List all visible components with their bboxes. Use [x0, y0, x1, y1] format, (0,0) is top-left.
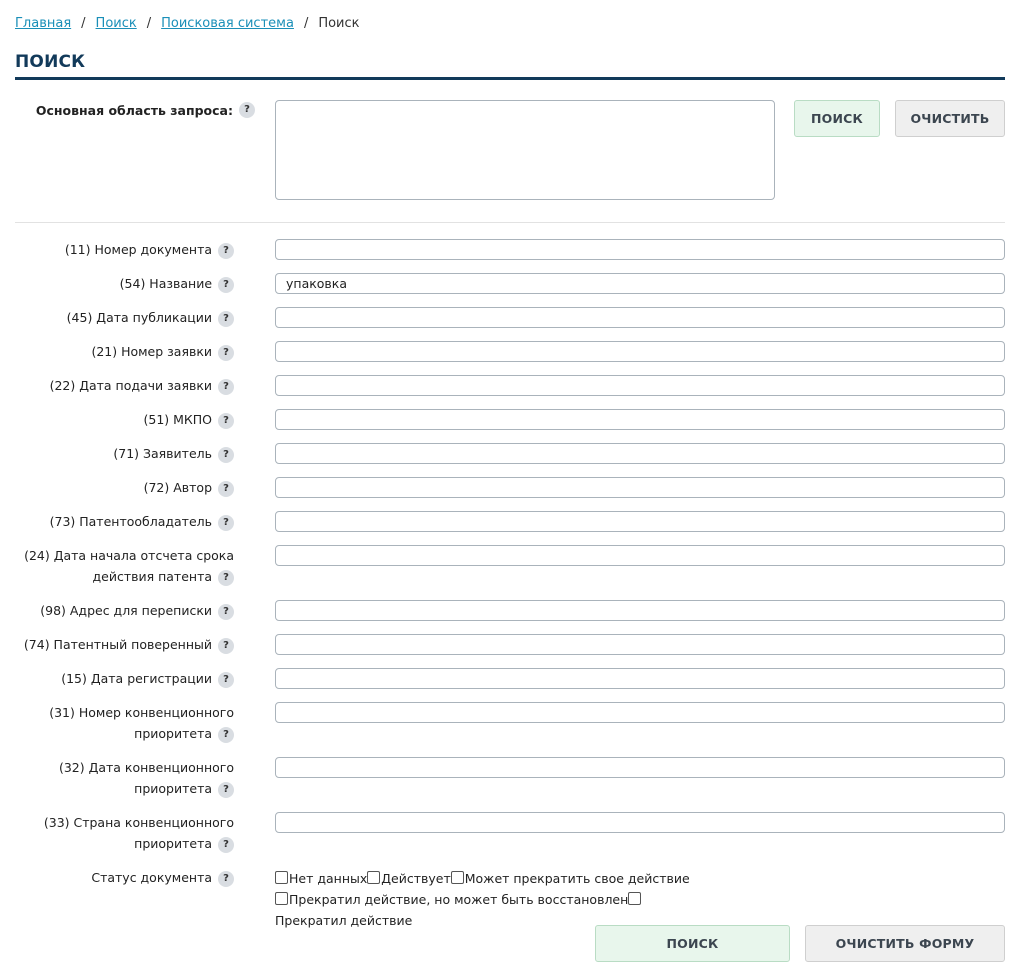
help-icon[interactable]: ? [218, 481, 234, 497]
breadcrumb-search-system-link[interactable]: Поисковая система [161, 16, 294, 31]
checkbox[interactable] [451, 871, 464, 884]
field-label-document-status: Статус документа ? [15, 867, 234, 888]
priority-country-input[interactable] [275, 812, 1005, 833]
mkpo-input[interactable] [275, 409, 1005, 430]
title-underline [15, 77, 1005, 80]
help-icon[interactable]: ? [218, 345, 234, 361]
priority-date-input[interactable] [275, 757, 1005, 778]
patent-term-start-input[interactable] [275, 545, 1005, 566]
filing-date-input[interactable] [275, 375, 1005, 396]
breadcrumb-separator: / [303, 16, 309, 31]
help-icon[interactable]: ? [218, 277, 234, 293]
footer-search-button[interactable]: ПОИСК [595, 925, 790, 962]
field-label-title: (54) Название ? [15, 273, 234, 294]
main-query-label: Основная область запроса: [35, 103, 233, 118]
breadcrumb-home-link[interactable]: Главная [15, 16, 72, 31]
help-icon[interactable]: ? [218, 837, 234, 853]
field-label-filing-date: (22) Дата подачи заявки ? [15, 375, 234, 396]
search-button[interactable]: ПОИСК [794, 100, 880, 137]
field-label-document-number: (11) Номер документа ? [15, 239, 234, 260]
checkbox[interactable] [275, 892, 288, 905]
patent-attorney-input[interactable] [275, 634, 1005, 655]
field-label-application-number: (21) Номер заявки ? [15, 341, 234, 362]
help-icon[interactable]: ? [218, 672, 234, 688]
help-icon[interactable]: ? [239, 102, 255, 118]
clear-form-button[interactable]: ОЧИСТИТЬ ФОРМУ [805, 925, 1005, 962]
registration-date-input[interactable] [275, 668, 1005, 689]
correspondence-address-input[interactable] [275, 600, 1005, 621]
document-number-input[interactable] [275, 239, 1005, 260]
help-icon[interactable]: ? [218, 515, 234, 531]
breadcrumb-separator: / [146, 16, 152, 31]
field-label-registration-date: (15) Дата регистрации ? [15, 668, 234, 689]
clear-button[interactable]: ОЧИСТИТЬ [895, 100, 1005, 137]
breadcrumb-current: Поиск [318, 16, 360, 31]
field-label-priority-date: (32) Дата конвенционного приоритета ? [58, 760, 234, 796]
publication-date-input[interactable] [275, 307, 1005, 328]
help-icon[interactable]: ? [218, 570, 234, 586]
help-icon[interactable]: ? [218, 727, 234, 743]
breadcrumb [15, 16, 360, 31]
status-option-may-terminate[interactable]: Может прекратить свое действие [451, 871, 690, 886]
checkbox[interactable] [628, 892, 641, 905]
field-label-publication-date: (45) Дата публикации ? [15, 307, 234, 328]
help-icon[interactable]: ? [218, 871, 234, 887]
help-icon[interactable]: ? [218, 379, 234, 395]
page-title: ПОИСК [15, 52, 86, 72]
checkbox[interactable] [275, 871, 288, 884]
field-label-priority-country: (33) Страна конвенционного приоритета ? [43, 815, 234, 851]
help-icon[interactable]: ? [218, 311, 234, 327]
field-label-correspondence-address: (98) Адрес для переписки ? [15, 600, 234, 621]
applicant-input[interactable] [275, 443, 1005, 464]
patent-holder-input[interactable] [275, 511, 1005, 532]
title-input[interactable] [275, 273, 1005, 294]
breadcrumb-separator: / [81, 16, 86, 31]
status-option-terminated-restorable[interactable]: Прекратил действие, но может быть восстановлен [275, 892, 628, 907]
breadcrumb-search-link[interactable]: Поиск [95, 16, 137, 31]
field-label-author: (72) Автор ? [15, 477, 234, 498]
field-label-priority-number: (31) Номер конвенционного приоритета ? [49, 705, 234, 741]
field-label-patent-attorney: (74) Патентный поверенный ? [15, 634, 234, 655]
main-query-textarea[interactable] [275, 100, 775, 200]
field-label-patent-term-start: (24) Дата начала отсчета срока действия патента ? [24, 548, 234, 584]
status-option-terminated[interactable]: Прекратил действие [275, 892, 642, 928]
section-divider [15, 222, 1005, 223]
field-label-patent-holder: (73) Патентообладатель ? [15, 511, 234, 532]
help-icon[interactable]: ? [218, 447, 234, 463]
status-option-no-data[interactable]: Нет данных [275, 871, 367, 886]
help-icon[interactable]: ? [218, 413, 234, 429]
help-icon[interactable]: ? [218, 782, 234, 798]
field-label-applicant: (71) Заявитель ? [15, 443, 234, 464]
help-icon[interactable]: ? [218, 604, 234, 620]
application-number-input[interactable] [275, 341, 1005, 362]
field-label-mkpo: (51) МКПО ? [15, 409, 234, 430]
help-icon[interactable]: ? [218, 243, 234, 259]
author-input[interactable] [275, 477, 1005, 498]
help-icon[interactable]: ? [218, 638, 234, 654]
checkbox[interactable] [367, 871, 380, 884]
priority-number-input[interactable] [275, 702, 1005, 723]
document-status-options [275, 868, 995, 931]
status-option-active[interactable]: Действует [367, 871, 450, 886]
